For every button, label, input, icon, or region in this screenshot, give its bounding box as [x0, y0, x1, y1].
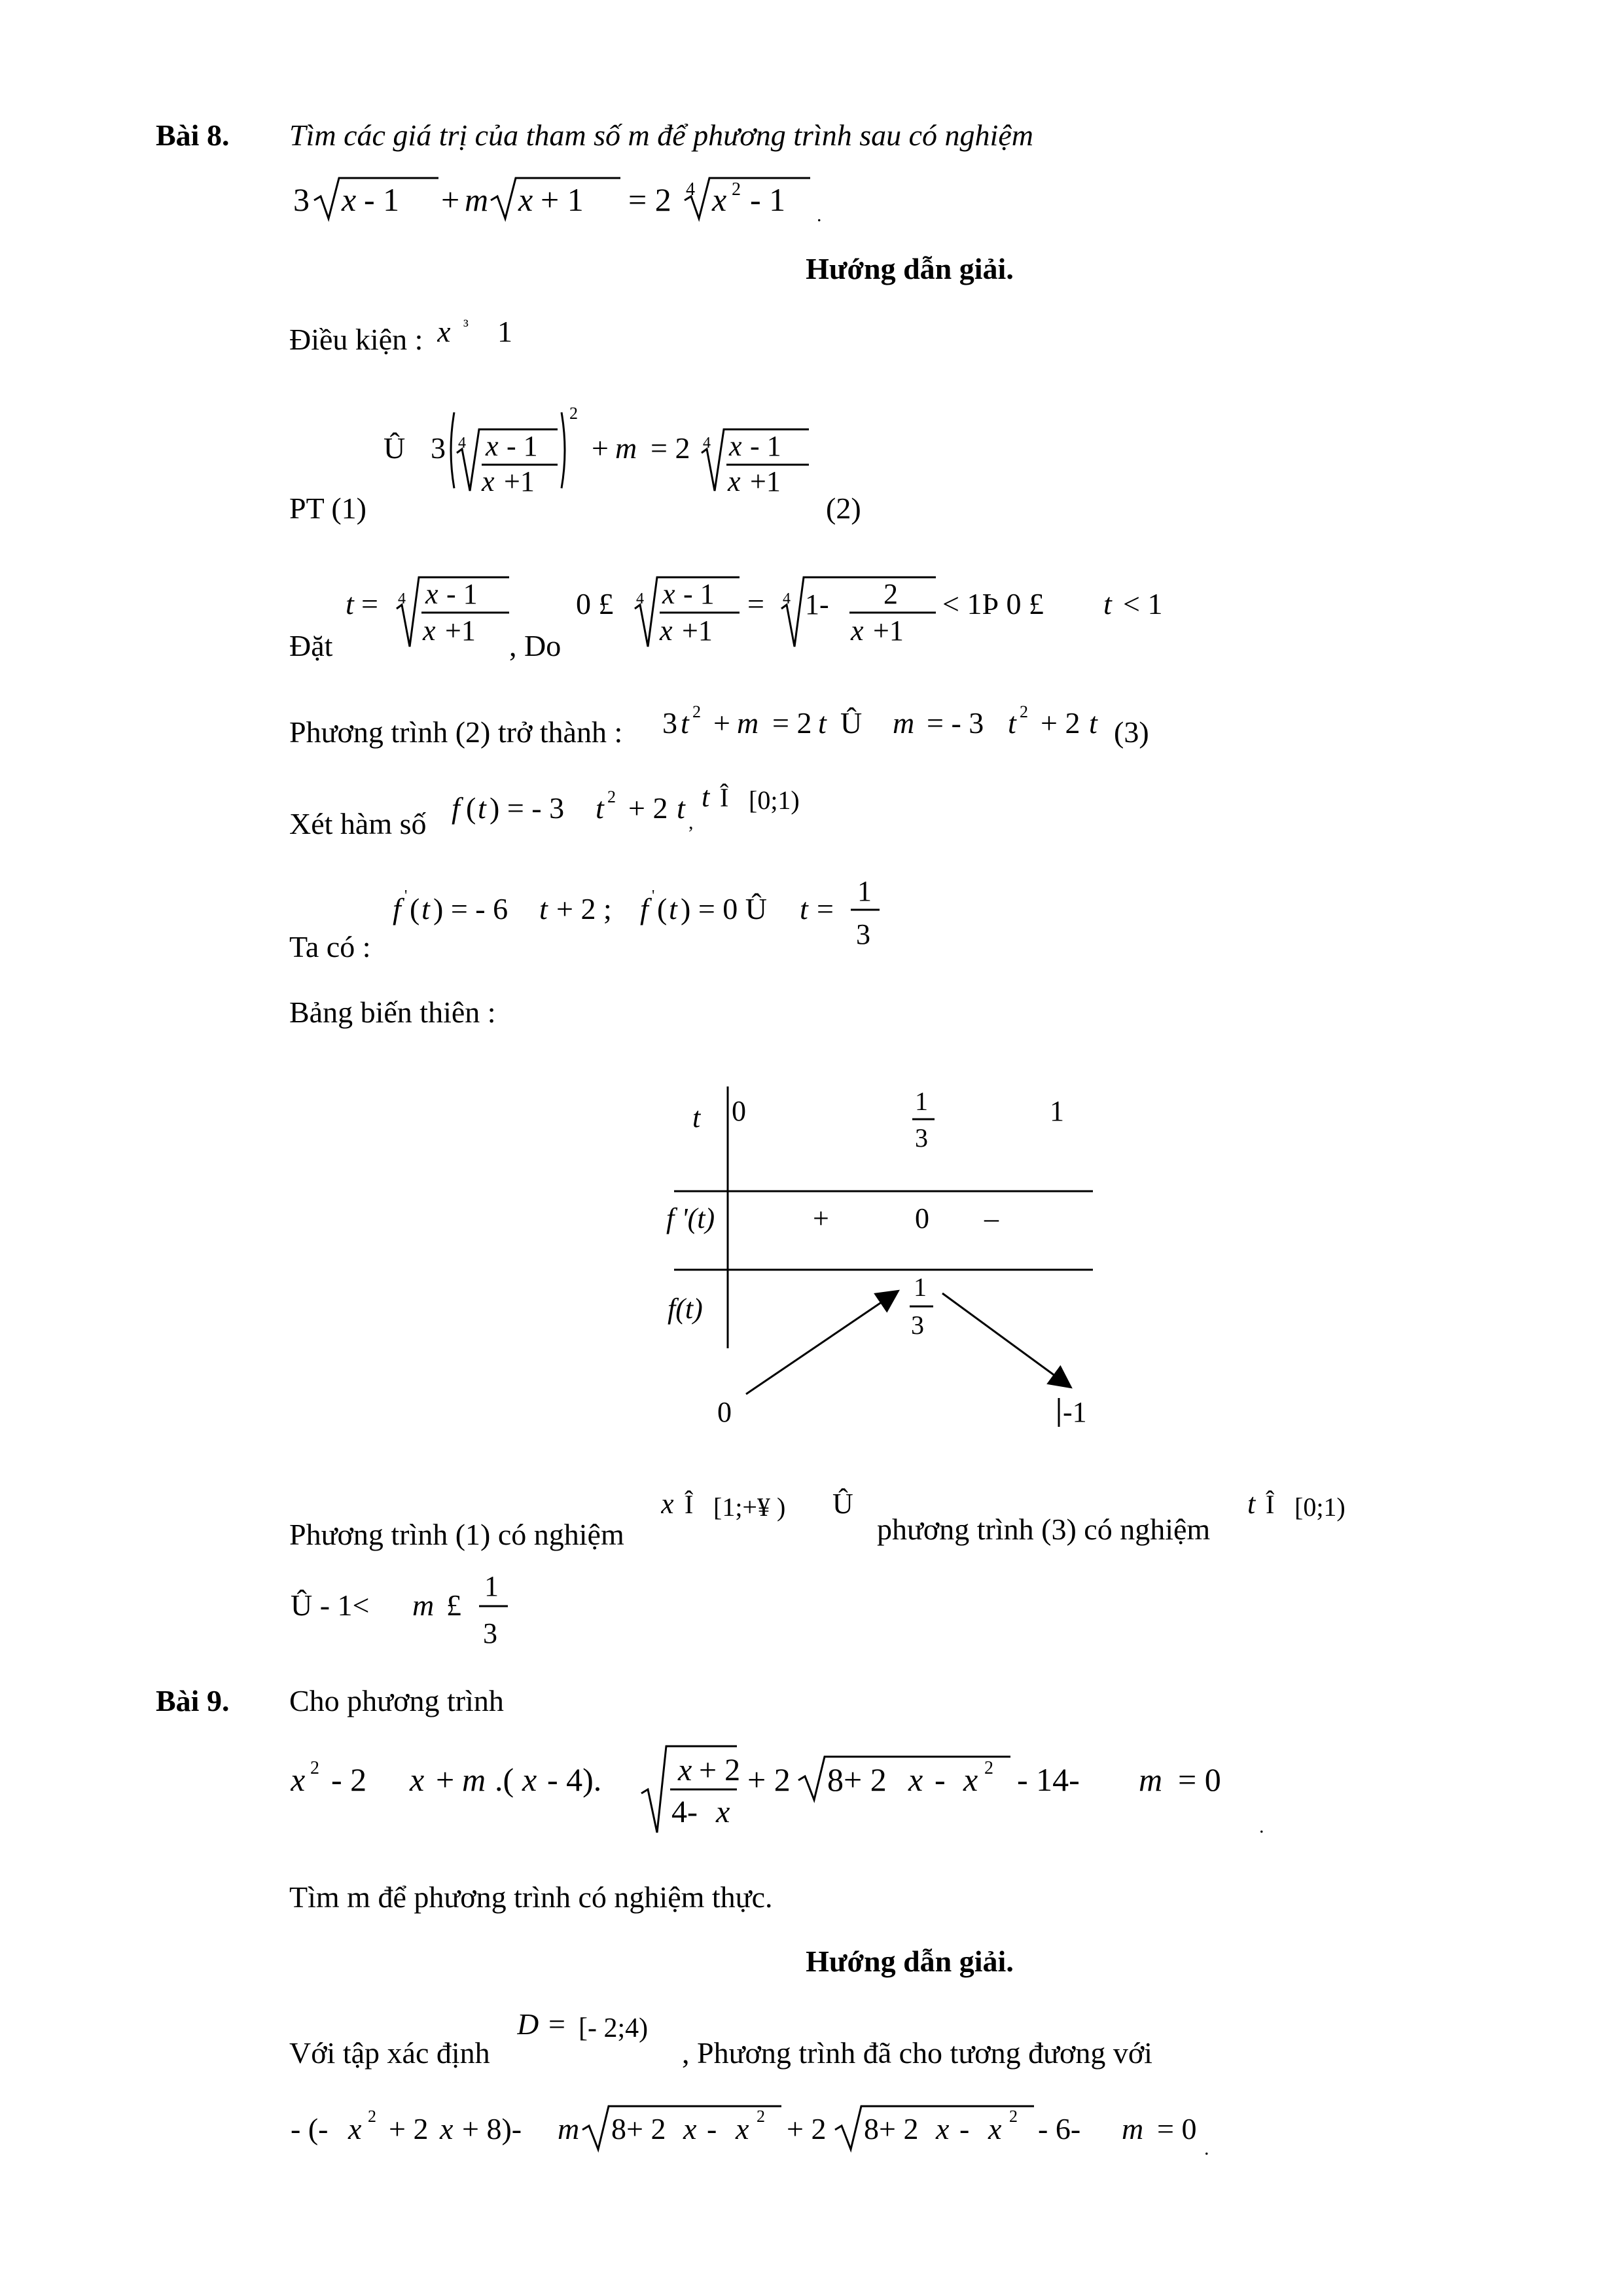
svg-text:x: x [712, 181, 727, 218]
svg-text:+1: +1 [750, 465, 781, 497]
pt1-expr [383, 393, 815, 518]
svg-text:2: 2 [607, 787, 616, 806]
svg-text:+ 2: + 2 [747, 1761, 791, 1798]
svg-text:x: x [440, 2112, 454, 2145]
dat-label: Đặt [289, 629, 333, 662]
svg-text:Î: Î [720, 783, 729, 812]
svg-text:[- 2;4): [- 2;4) [579, 2013, 649, 2043]
svg-text:f: f [393, 892, 401, 925]
svg-text:2: 2 [883, 578, 898, 610]
svg-text:) = - 6: ) = - 6 [433, 892, 508, 925]
svg-text:8+ 2: 8+ 2 [827, 1761, 887, 1798]
svg-text:+: + [436, 1761, 455, 1798]
svg-text:x: x [348, 2112, 362, 2145]
svg-text:m: m [737, 706, 759, 740]
svg-text:.(: .( [495, 1761, 514, 1798]
svg-text:+ 1: + 1 [541, 181, 584, 218]
svg-text:= 2: = 2 [772, 706, 812, 740]
svg-text:m: m [1122, 2112, 1144, 2145]
row-label-f: f(t) [668, 1293, 703, 1325]
taco-expr [393, 874, 890, 967]
pt2-expr [662, 700, 1107, 754]
svg-text:- 4).: - 4). [547, 1761, 602, 1798]
svg-text:3: 3 [483, 1617, 497, 1649]
fprime-sign-plus: + [813, 1202, 829, 1234]
condition-expr [437, 313, 535, 360]
svg-text:+: + [592, 431, 609, 465]
svg-text:2: 2 [984, 1758, 993, 1778]
svg-text:< 1: < 1 [1123, 587, 1163, 620]
svg-text:x: x [486, 430, 499, 462]
svg-text:- 6-: - 6- [1038, 2112, 1081, 2145]
svg-text:2: 2 [1009, 2107, 1018, 2126]
svg-text:,: , [688, 812, 694, 833]
svg-text:t: t [681, 706, 689, 740]
svg-text:x: x [342, 181, 357, 218]
svg-text:m: m [462, 1761, 486, 1798]
svg-text:0 £: 0 £ [576, 587, 614, 620]
svg-text:< 1Þ 0 £: < 1Þ 0 £ [942, 587, 1044, 620]
t-value-1-num: 1 [915, 1086, 928, 1116]
svg-text:x: x [736, 2112, 749, 2145]
svg-text:1: 1 [857, 875, 872, 907]
svg-text:-: - [935, 1761, 946, 1798]
svg-text:-: - [959, 2112, 970, 2145]
svg-text:4-: 4- [671, 1795, 698, 1829]
svg-text:t: t [818, 706, 827, 740]
row-label-t: t [692, 1102, 701, 1134]
svg-text:.: . [1259, 1816, 1264, 1837]
svg-text:x: x [518, 181, 533, 218]
svg-text:(: ( [410, 892, 420, 925]
bai8-prompt: Tìm các giá trị của tham số m để phương trình sau có nghiệm [289, 118, 1033, 152]
svg-text:m: m [1139, 1761, 1163, 1798]
svg-text:x: x [716, 1795, 730, 1829]
svg-text:+ 2 ;: + 2 ; [556, 892, 612, 925]
svg-text:- 1: - 1 [364, 181, 400, 218]
svg-text:x: x [437, 315, 451, 348]
domain-tail: , Phương trình đã cho tương đương với [682, 2036, 1152, 2070]
svg-text:t: t [702, 783, 710, 813]
t-value-2: 1 [1050, 1095, 1064, 1127]
f-value-1-num: 1 [914, 1272, 927, 1302]
bai9-equation [291, 1728, 1285, 1847]
svg-text:=: = [548, 2007, 565, 2041]
svg-text:m: m [558, 2112, 580, 2145]
do-expr [576, 560, 1178, 666]
svg-text:4: 4 [783, 590, 791, 607]
svg-text:[0;1): [0;1) [749, 785, 800, 815]
svg-text:- 14-: - 14- [1017, 1761, 1080, 1798]
svg-text:x: x [482, 465, 495, 497]
bai9-intro: Cho phương trình [289, 1684, 504, 1717]
svg-text:t: t [677, 791, 685, 825]
svg-text:t: t [1247, 1488, 1256, 1520]
f-value-1-den: 3 [911, 1310, 924, 1340]
svg-text:3: 3 [856, 918, 870, 950]
svg-text:m: m [893, 706, 915, 740]
pt2-number: (3) [1114, 715, 1149, 749]
svg-text:(: ( [657, 892, 668, 925]
svg-text:- (-: - (- [291, 2112, 329, 2145]
bai9-task: Tìm m để phương trình có nghiệm thực. [289, 1880, 773, 1914]
svg-text:1: 1 [484, 1570, 499, 1602]
bai9-label: Bài 9. [156, 1684, 230, 1717]
svg-text:t: t [1089, 706, 1097, 740]
svg-text:+ 8)-: + 8)- [462, 2112, 522, 2145]
svg-text:x: x [425, 578, 438, 610]
svg-text:+1: +1 [873, 615, 904, 647]
svg-text:3: 3 [662, 706, 677, 740]
decreasing-arrow [942, 1293, 1069, 1386]
svg-text:4: 4 [686, 179, 695, 200]
svg-text:x: x [660, 615, 673, 647]
svg-text:= 2: = 2 [651, 431, 690, 465]
svg-text:Û: Û [383, 431, 406, 465]
svg-text:= 0: = 0 [1157, 2112, 1197, 2145]
svg-text:t: t [1103, 587, 1112, 620]
svg-text:+1: +1 [504, 465, 535, 497]
pt1-label: PT (1) [289, 492, 366, 525]
svg-text:8+ 2: 8+ 2 [864, 2112, 919, 2145]
svg-text:x: x [936, 2112, 950, 2145]
svg-text:.: . [817, 204, 822, 226]
svg-text:x: x [522, 1761, 537, 1798]
svg-text:3: 3 [431, 431, 446, 465]
conclusion-expr1 [661, 1480, 864, 1541]
bai8-label: Bài 8. [156, 118, 230, 152]
bai9-guide-title: Hướng dẫn giải. [806, 1945, 1014, 1978]
svg-text:) = 0 Û: ) = 0 Û [681, 892, 767, 925]
svg-text:x: x [851, 615, 864, 647]
bai8-answer [291, 1563, 526, 1662]
row-label-fprime: f '(t) [666, 1202, 715, 1234]
svg-text:- 1: - 1 [683, 578, 715, 610]
f-value-0: 0 [717, 1396, 732, 1428]
svg-text:2: 2 [310, 1758, 319, 1778]
svg-text:x: x [661, 1488, 674, 1520]
svg-text:2: 2 [368, 2107, 376, 2126]
svg-text:x: x [683, 2112, 697, 2145]
svg-text:+: + [441, 181, 460, 218]
svg-text:+: + [713, 706, 730, 740]
xet-label: Xét hàm số [289, 807, 427, 840]
svg-text:t: t [421, 892, 430, 925]
svg-text:t: t [478, 791, 486, 825]
t-value-0: 0 [732, 1095, 746, 1127]
svg-text:4: 4 [458, 435, 466, 452]
svg-text:m: m [615, 431, 637, 465]
svg-text:f: f [452, 791, 460, 825]
condition-label: Điều kiện : [289, 323, 423, 356]
svg-text:m: m [412, 1588, 435, 1622]
svg-text:t: t [800, 892, 808, 925]
svg-text:2: 2 [757, 2107, 765, 2126]
svg-text:- 1: - 1 [507, 430, 538, 462]
svg-text:+1: +1 [445, 615, 476, 647]
svg-text:t: t [596, 791, 604, 825]
pt2-label: Phương trình (2) trở thành : [289, 715, 623, 749]
increasing-arrow [746, 1292, 897, 1394]
svg-text:- 1: - 1 [750, 430, 781, 462]
svg-text:+ 2: + 2 [628, 791, 668, 825]
svg-text:+ 2: + 2 [787, 2112, 827, 2145]
svg-text:= 0: = 0 [1178, 1761, 1221, 1798]
svg-text:2: 2 [732, 179, 741, 200]
svg-text:- 2: - 2 [331, 1761, 367, 1798]
bai8-equation [293, 171, 830, 230]
f-value-2: -1 [1063, 1396, 1087, 1428]
svg-text:Û: Û [832, 1488, 853, 1520]
domain-expr [517, 2001, 687, 2062]
svg-text:4: 4 [636, 590, 644, 607]
svg-text:=: = [817, 892, 834, 925]
do-label: , Do [509, 629, 562, 662]
svg-text:.: . [1204, 2138, 1209, 2159]
svg-text:2: 2 [692, 702, 701, 721]
bai9-last-expr [291, 2092, 1220, 2172]
svg-text:- 1: - 1 [446, 578, 478, 610]
svg-text:x: x [410, 1761, 425, 1798]
svg-text:2: 2 [1020, 702, 1028, 721]
svg-text:[0;1): [0;1) [1294, 1492, 1346, 1522]
svg-text:4: 4 [703, 435, 711, 452]
svg-text:-: - [707, 2112, 717, 2145]
svg-text:x: x [678, 1753, 692, 1787]
svg-text:x: x [908, 1761, 923, 1798]
svg-text:(: ( [466, 791, 476, 825]
svg-text:t: t [539, 892, 548, 925]
svg-text:+1: +1 [682, 615, 713, 647]
svg-text:f: f [640, 892, 649, 925]
svg-text:=: = [361, 587, 378, 620]
svg-text:Û: Û [840, 706, 863, 740]
svg-text:x: x [729, 430, 742, 462]
svg-text:=: = [747, 587, 764, 620]
pt1-number: (2) [826, 492, 861, 525]
svg-text:+ 2: + 2 [389, 2112, 429, 2145]
svg-text:= - 3: = - 3 [927, 706, 984, 740]
taco-label: Ta có : [289, 930, 371, 963]
svg-text:D: D [517, 2007, 539, 2041]
conclusion-mid: phương trình (3) có nghiệm [877, 1513, 1211, 1546]
svg-text:Û - 1<: Û - 1< [291, 1588, 370, 1622]
svg-text:³: ³ [463, 316, 469, 335]
svg-text:4: 4 [398, 590, 406, 607]
svg-text:x: x [291, 1761, 306, 1798]
svg-text:2: 2 [569, 404, 578, 423]
svg-text:3: 3 [293, 181, 310, 218]
svg-text:1: 1 [497, 315, 512, 348]
svg-text:) = - 3: ) = - 3 [490, 791, 565, 825]
svg-text:x: x [662, 578, 675, 610]
svg-text:': ' [652, 888, 655, 905]
svg-text:t: t [669, 892, 677, 925]
svg-text:x: x [963, 1761, 978, 1798]
svg-text:Î: Î [1266, 1490, 1275, 1519]
conclusion-left: Phương trình (1) có nghiệm [289, 1518, 624, 1551]
bbt-label: Bảng biến thiên : [289, 996, 496, 1029]
svg-text:£: £ [446, 1588, 461, 1622]
svg-text:= 2: = 2 [628, 181, 671, 218]
svg-text:8+ 2: 8+ 2 [611, 2112, 666, 2145]
svg-text:+ 2: + 2 [1041, 706, 1080, 740]
t-value-1-den: 3 [915, 1123, 928, 1153]
svg-text:x: x [728, 465, 741, 497]
svg-text:': ' [404, 888, 408, 905]
svg-text:Î: Î [685, 1490, 694, 1519]
svg-text:1-: 1- [805, 588, 829, 620]
svg-text:- 1: - 1 [750, 181, 786, 218]
dat-expr [346, 560, 516, 666]
variation-table [654, 1073, 1099, 1443]
fprime-sign-minus: – [984, 1202, 999, 1234]
svg-text:x: x [988, 2112, 1002, 2145]
fprime-zero: 0 [915, 1202, 929, 1234]
svg-text:+ 2: + 2 [699, 1753, 741, 1787]
svg-text:[1;+¥ ): [1;+¥ ) [713, 1492, 786, 1522]
svg-text:x: x [423, 615, 436, 647]
xet-expr [452, 783, 818, 843]
svg-text:t: t [346, 587, 354, 620]
domain-label: Với tập xác định [289, 2036, 490, 2070]
bai8-guide-title: Hướng dẫn giải. [806, 252, 1014, 285]
svg-text:t: t [1008, 706, 1016, 740]
conclusion-expr2 [1247, 1480, 1378, 1541]
svg-text:m: m [465, 181, 489, 218]
